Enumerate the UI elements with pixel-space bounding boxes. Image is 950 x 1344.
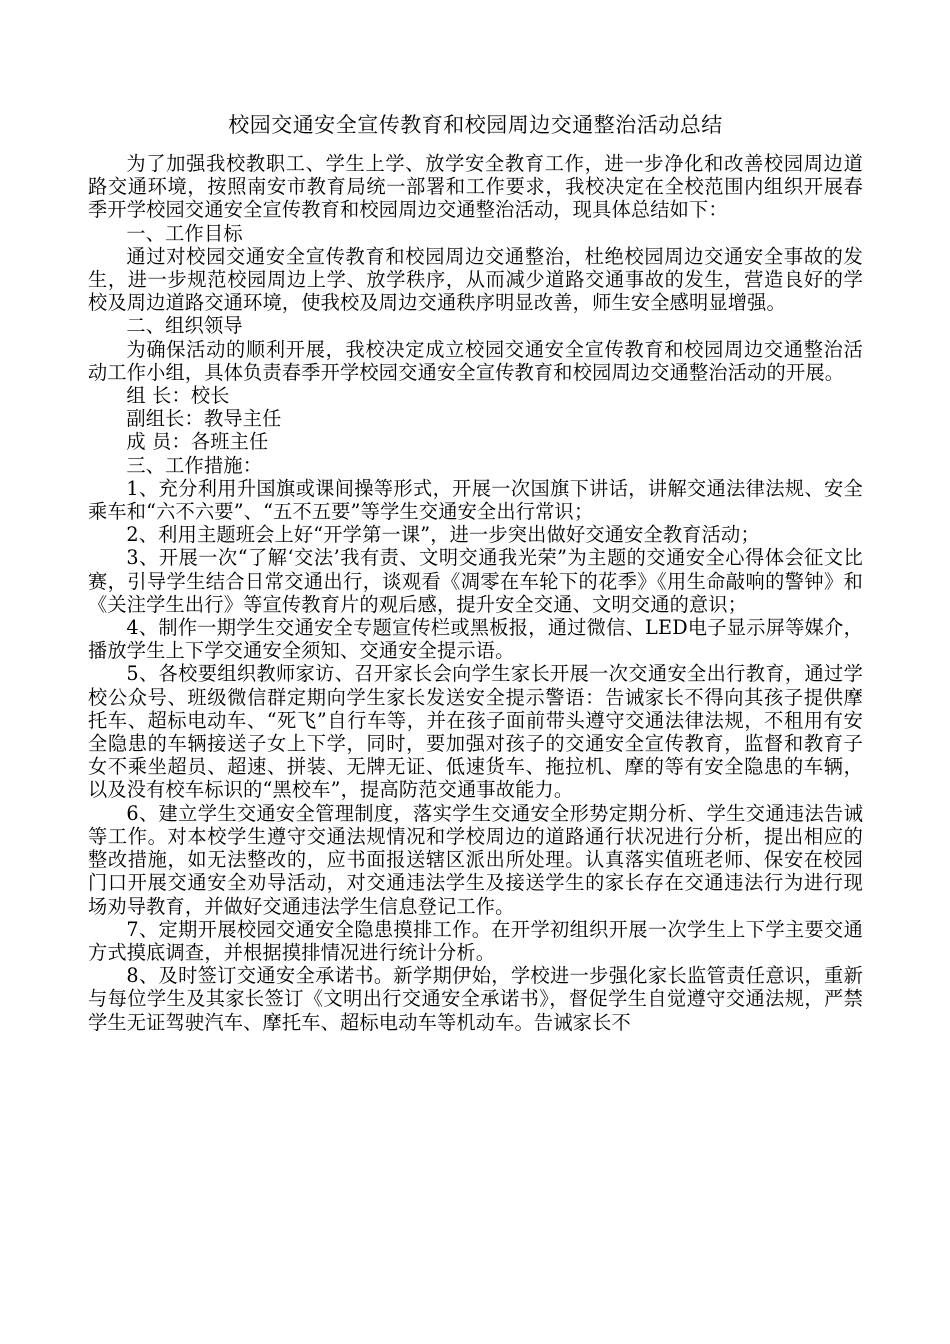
paragraph-intro: 为了加强我校教职工、学生上学、放学安全教育工作，进一步净化和改善校园周边道路交通环境，按照南安市教育局统一部署和工作要求，我校决定在全校范围内组织开展春季开学校园交通安全宣传教育和校园周边交通整治活动，现具体总结如下： xyxy=(88,152,863,222)
measure-item-2: 2、利用主题班会上好“开学第一课”，进一步突出做好交通安全教育活动； xyxy=(126,523,760,547)
paragraph-organization: 为确保活动的顺利开展，我校决定成立校园交通安全宣传教育和校园周边交通整治活动工作小组，具体负责春季开学校园交通安全宣传教育和校园周边交通整治活动的开展。 xyxy=(88,337,863,384)
measure-item-4: 4、制作一期学生交通安全专题宣传栏或黑板报，通过微信、LED电子显示屏等媒介，播放学生上下学交通安全须知、交通安全提示语。 xyxy=(88,616,863,663)
measure-item-7: 7、定期开展校园交通安全隐患摸排工作。在开学初组织开展一次学生上下学主要交通方式摸底调查，并根据摸排情况进行统计分析。 xyxy=(88,917,863,964)
measure-item-1: 1、充分利用升国旗或课间操等形式，开展一次国旗下讲话，讲解交通法律法规、安全乘车和“六不六要”、“五不五要”等学生交通安全出行常识； xyxy=(88,476,863,524)
heading-measures: 三、工作措施： xyxy=(126,453,263,477)
measure-item-3: 3、开展一次“了解‘交法’我有责、文明交通我光荣”为主题的交通安全心得体会征文比赛，引导学生结合日常交通出行，谈观看《凋零在车轮下的花季》《用生命敲响的警钟》和《关注学生出行》等宣传教育片的观后感，提升安全交通、文明交通的意识； xyxy=(88,546,863,616)
deputy-leader-line: 副组长：教导主任 xyxy=(126,407,282,431)
measure-item-6: 6、建立学生交通安全管理制度，落实学生交通安全形势定期分析、学生交通违法告诫等工作。对本校学生遵守交通法规情况和学校周边的道路通行状况进行分析，提出相应的整改措施，如无法整改的，应书面报送辖区派出所处理。认真落实值班老师、保安在校园门口开展交通安全劝导活动，对交通违法学生及接送学生的家长存在交通违法行为进行现场劝导教育，并做好交通违法学生信息登记工作。 xyxy=(88,801,863,918)
measure-item-5: 5、各校要组织教师家访、召开家长会向学生家长开展一次交通安全出行教育，通过学校公众号、班级微信群定期向学生家长发送安全提示警语：告诫家长不得向其孩子提供摩托车、超标电动车、“死飞”自行车等，并在孩子面前带头遵守交通法律法规，不租用有安全隐患的车辆接送子女上下学，同时，要加强对孩子的交通安全宣传教育，监督和教育子女不乘坐超员、超速、拼装、无牌无证、低速货车、拖拉机、摩的等有安全隐患的车辆，以及没有校车标识的“黑校车”，提高防范交通事故能力。 xyxy=(88,662,863,802)
paragraph-work-goal: 通过对校园交通安全宣传教育和校园周边交通整治，杜绝校园周边交通安全事故的发生，进一步规范校园周边上学、放学秩序，从而减少道路交通事故的发生，营造良好的学校及周边道路交通环境，使我校及周边交通秩序明显改善，师生安全感明显增强。 xyxy=(88,244,863,315)
document-body xyxy=(88,152,863,1034)
leader-line: 组 长：校长 xyxy=(126,384,230,408)
document-title: 校园交通安全宣传教育和校园周边交通整治活动总结 xyxy=(228,113,723,137)
members-line: 成 员：各班主任 xyxy=(126,430,269,454)
heading-organization: 二、组织领导 xyxy=(126,314,243,338)
heading-work-goal: 一、工作目标 xyxy=(126,221,243,245)
measure-item-8: 8、及时签订交通安全承诺书。新学期伊始，学校进一步强化家长监管责任意识，重新与每位学生及其家长签订《文明出行交通安全承诺书》，督促学生自觉遵守交通法规，严禁学生无证驾驶汽车、摩托车、超标电动车等机动车。告诫家长不 xyxy=(88,964,863,1034)
